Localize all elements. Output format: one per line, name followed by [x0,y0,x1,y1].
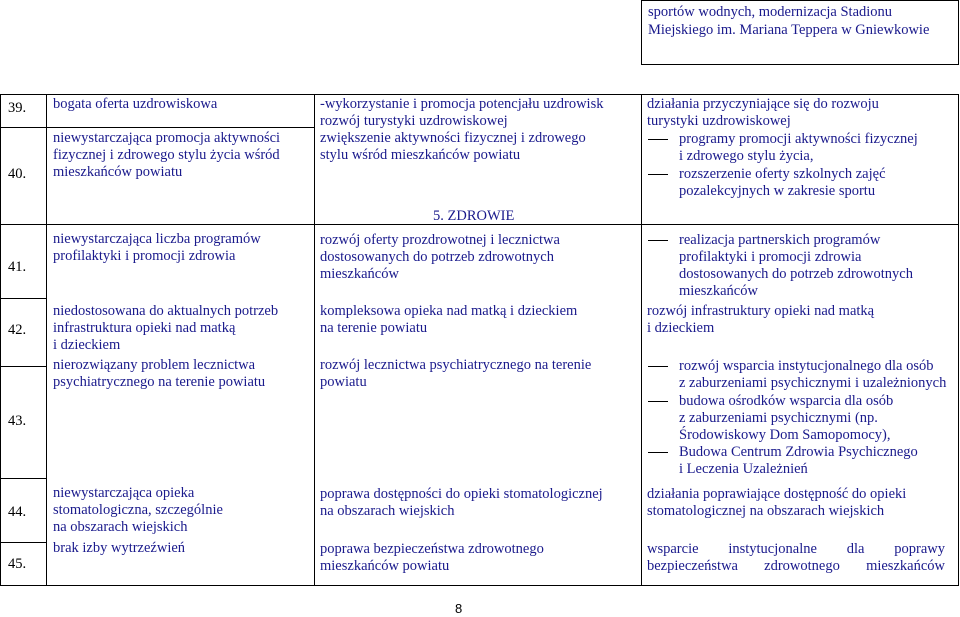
problem-41-line-2: profilaktyki i promocji zdrowia [53,248,236,264]
action-43-line-5: Środowiskowy Dom Samopomocy), [679,427,891,443]
table-bottom [0,585,959,586]
action-41-line-2: profilaktyki i promocji zdrowia [679,249,862,265]
problem-40-line-2: fizycznej i zdrowego stylu życia wśród [53,147,280,163]
top-cell-line-2: Miejskiego im. Mariana Teppera w Gniewkowie [648,22,930,38]
bullet-dash [648,174,668,175]
problem-42-line-3: i dzieckiem [53,337,121,353]
row-number-41: 41. [8,259,27,275]
action-39-line-2: turystyki uzdrowiskowej [647,113,791,129]
top-cell-left [641,0,642,64]
bullet-dash [648,139,668,140]
top-cell-line-1: sportów wodnych, modernizacja Stadionu [648,4,893,20]
page-number: 8 [455,601,463,616]
action-43-line-7: i Leczenia Uzależnień [679,461,808,477]
action-40-line-4: pozalekcyjnych w zakresie sportu [679,183,876,199]
goal-41-line-3: mieszkańców [320,266,399,282]
top-cell-right [958,0,959,64]
goal-41-line-2: dostosowanych do potrzeb zdrowotnych [320,249,554,265]
action-45-word: mieszkańców [866,558,945,574]
row-number-39: 39. [8,100,27,116]
action-45-line-2 [647,558,945,575]
action-45-word: instytucjonalne [728,541,817,557]
action-43-line-3: budowa ośrodków wsparcia dla osób [679,393,894,409]
action-44-line-2: stomatologicznej na obszarach wiejskich [647,503,885,519]
row-number-44: 44. [8,504,27,520]
action-40-line-3: rozszerzenie oferty szkolnych zajęć [679,166,886,182]
goal-42-line-2: na terenie powiatu [320,320,428,336]
action-45-line-1 [647,541,945,558]
row-sep-43-num [0,478,46,479]
problem-42-line-1: niedostosowana do aktualnych potrzeb [53,303,279,319]
action-45-word: zdrowotnego [764,558,840,574]
problem-39: bogata oferta uzdrowiskowa [53,96,218,112]
goal-39-line-1: -wykorzystanie i promocja potencjału uzdrowisk [320,96,604,112]
problem-40-line-1: niewystarczająca promocja aktywności [53,130,281,146]
action-40-line-1: programy promocji aktywności fizycznej [679,131,918,147]
row-sep-39 [0,127,314,128]
action-43-line-6: Budowa Centrum Zdrowia Psychicznego [679,444,918,460]
col-num-right [46,94,47,585]
goal-40-line-2: stylu wśród mieszkańców powiatu [320,147,521,163]
row-number-42: 42. [8,322,27,338]
action-43-line-2: z zaburzeniami psychicznymi i uzależnionych [679,375,947,391]
problem-44-line-2: stomatologiczna, szczególnie [53,502,223,518]
problem-44-line-3: na obszarach wiejskich [53,519,188,535]
goal-40-line-1: zwiększenie aktywności fizycznej i zdrowego [320,130,586,146]
action-45-word: dla [846,541,865,557]
col-left [0,94,1,585]
goal-45-line-1: poprawa bezpieczeństwa zdrowotnego [320,541,544,557]
goal-41-line-1: rozwój oferty prozdrowotnej i lecznictwa [320,232,560,248]
action-40-line-2: i zdrowego stylu życia, [679,148,814,164]
action-41-line-1: realizacja partnerskich programów [679,232,881,248]
top-rule [641,0,959,1]
action-45-word: poprawy [894,541,945,557]
bullet-dash [648,401,668,402]
col-right [958,94,959,585]
section-title: 5. ZDROWIE [433,208,515,224]
col-problem-right [314,94,315,585]
problem-40-line-3: mieszkańców powiatu [53,164,183,180]
row-sep-44-num [0,542,46,543]
goal-44-line-1: poprawa dostępności do opieki stomatologicznej [320,486,603,502]
row-number-43: 43. [8,413,27,429]
problem-43-line-1: nierozwiązany problem lecznictwa [53,357,256,373]
problem-41-line-1: niewystarczająca liczba programów [53,231,261,247]
action-45-word: wsparcie [647,541,699,557]
problem-45: brak izby wytrzeźwień [53,540,186,556]
row-sep-42-num [0,366,46,367]
top-cell-bottom [641,64,959,65]
goal-43-line-1: rozwój lecznictwa psychiatrycznego na terenie [320,357,592,373]
goal-43-line-2: powiatu [320,374,367,390]
bullet-dash [648,240,668,241]
problem-43-line-2: psychiatrycznego na terenie powiatu [53,374,266,390]
action-45-word: bezpieczeństwa [647,558,738,574]
table-top [0,94,959,95]
goal-45-line-2: mieszkańców powiatu [320,558,450,574]
goal-39-line-2: rozwój turystyki uzdrowiskowej [320,113,508,129]
action-42-line-2: i dzieckiem [647,320,715,336]
problem-44-line-1: niewystarczająca opieka [53,485,195,501]
action-41-line-3: dostosowanych do potrzeb zdrowotnych [679,266,913,282]
action-44-line-1: działania poprawiające dostępność do opieki [647,486,907,502]
goal-44-line-2: na obszarach wiejskich [320,503,455,519]
action-39-line-1: działania przyczyniające się do rozwoju [647,96,879,112]
row-sep-41-num [0,298,46,299]
problem-42-line-2: infrastruktura opieki nad matką [53,320,236,336]
bullet-dash [648,366,668,367]
col-goal-right [641,94,642,585]
action-41-line-4: mieszkańców [679,283,758,299]
bullet-dash [648,452,668,453]
action-42-line-1: rozwój infrastruktury opieki nad matką [647,303,875,319]
row-number-45: 45. [8,556,27,572]
action-43-line-1: rozwój wsparcia instytucjonalnego dla osób [679,358,934,374]
goal-42-line-1: kompleksowa opieka nad matką i dzieckiem [320,303,578,319]
row-number-40: 40. [8,166,27,182]
action-43-line-4: z zaburzeniami psychicznymi (np. [679,410,878,426]
